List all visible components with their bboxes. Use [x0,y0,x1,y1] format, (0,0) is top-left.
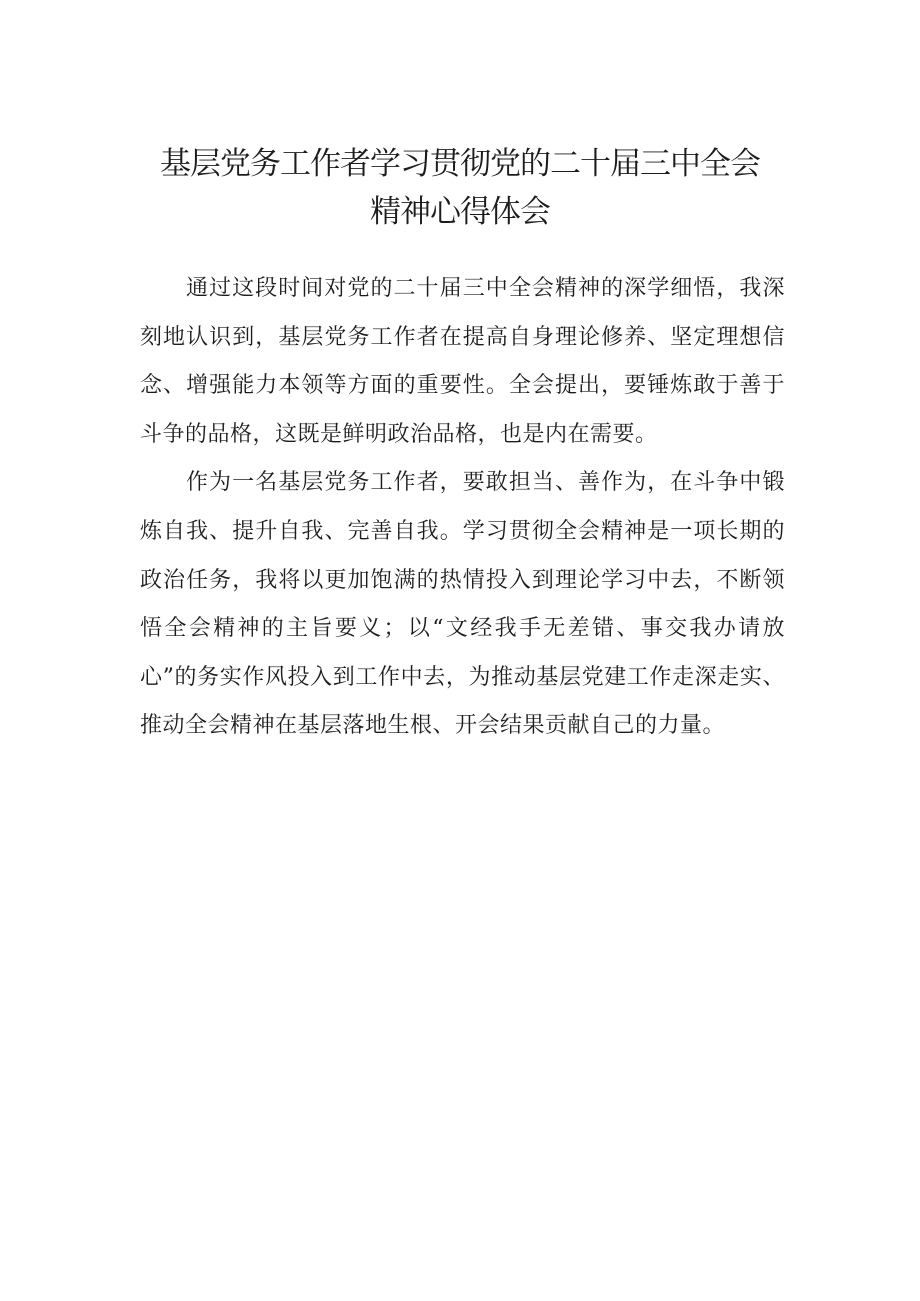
title-line-1: 基层党务工作者学习贯彻党的二十届三中全会 [160,146,760,182]
paragraph-1: 通过这段时间对党的二十届三中全会精神的深学细悟，我深刻地认识到，基层党务工作者在提高自身理论修养、坚定理想信念、增强能力本领等方面的重要性。全会提出，要锤炼敢于善于斗争的品格，这既是鲜明政治品格，也是内在需要。 [140,276,785,447]
document-title [110,140,810,236]
paragraph-2: 作为一名基层党务工作者，要敢担当、善作为，在斗争中锻炼自我、提升自我、完善自我。学习贯彻全会精神是一项长期的政治任务，我将以更加饱满的热情投入到理论学习中去，不断领悟全会精神的主旨要义；以“文经我手无差错、事交我办请放心”的务实作风投入到工作中去，为推动基层党建工作走深走实、推动全会精神在基层落地生根、开会结果贡献自己的力量。 [140,470,785,739]
document-body [140,265,785,751]
title-line-2: 精神心得体会 [370,194,550,230]
